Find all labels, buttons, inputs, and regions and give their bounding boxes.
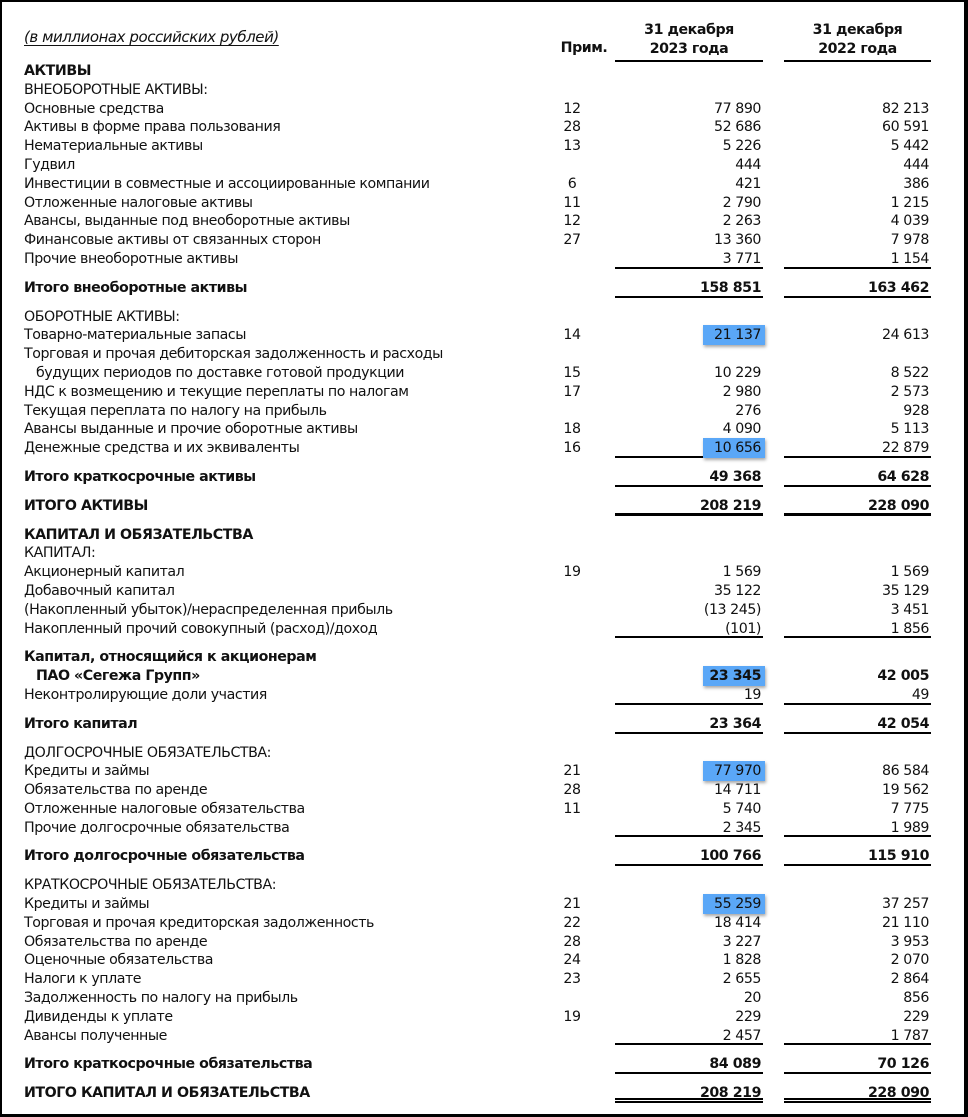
balance-sheet: [24, 2, 932, 1103]
row-label: Финансовые активы от связанных сторон: [24, 232, 321, 249]
row-label: Отложенные налоговые активы: [24, 194, 253, 211]
total-row: [24, 279, 932, 298]
value-2023: 2 655: [722, 971, 761, 988]
row-label: АКТИВЫ: [24, 63, 91, 79]
value-2023: 20: [743, 990, 761, 1007]
value-2023: 5 740: [722, 800, 761, 817]
column-header-2022-line2: 2022 года: [818, 41, 897, 57]
subsection-heading: [24, 308, 932, 327]
value-2023: 10 656: [714, 440, 761, 457]
table-row: [24, 970, 932, 989]
row-label: Итого краткосрочные активы: [24, 468, 256, 485]
row-label: Авансы полученные: [24, 1027, 167, 1044]
value-2023: 21 137: [714, 327, 761, 344]
value-2023: 276: [735, 402, 761, 419]
value-2022: 1 856: [890, 620, 929, 637]
row-label: Инвестиции в совместные и ассоциированные компании: [24, 175, 430, 192]
value-2022: 60 591: [882, 119, 929, 136]
note-ref: 28: [563, 782, 581, 799]
column-header-2022: [784, 21, 931, 62]
row-label: ИТОГО КАПИТАЛ И ОБЯЗАТЕЛЬСТВА: [24, 1085, 310, 1102]
note-ref: 12: [563, 100, 581, 117]
value-2022: 35 129: [882, 582, 929, 599]
value-2023: 229: [735, 1008, 761, 1025]
table-row: [24, 601, 932, 620]
table-row: [24, 620, 932, 639]
note-column-header: Прим.: [560, 40, 608, 56]
value-2022: 444: [903, 156, 929, 173]
note-ref: 28: [563, 119, 581, 136]
value-2022: 229: [903, 1008, 929, 1025]
row-label: Авансы, выданные под внеоборотные активы: [24, 213, 350, 230]
value-2023: 77 890: [714, 100, 761, 117]
value-2022: 1 154: [890, 250, 929, 267]
row-label: Обязательства по аренде: [24, 933, 208, 950]
table-row: [24, 137, 932, 156]
note-ref: 23: [563, 971, 581, 988]
table-row: [24, 420, 932, 439]
value-2023: 5 226: [722, 138, 761, 155]
total-row: [24, 497, 932, 516]
value-2023: 84 089: [709, 1056, 761, 1073]
table-row: [24, 402, 932, 421]
value-2022: 163 462: [867, 279, 929, 296]
note-ref: 28: [563, 933, 581, 950]
subsection-heading: [24, 81, 932, 100]
value-2023: 23 345: [709, 668, 761, 685]
value-2023: 158 851: [699, 279, 761, 296]
value-2022: 2 573: [890, 383, 929, 400]
row-spacer: [24, 487, 932, 497]
row-label: Активы в форме права пользования: [24, 119, 281, 136]
row-label: Обязательства по аренде: [24, 782, 208, 799]
total-row: [24, 847, 932, 866]
table-row: [24, 933, 932, 952]
table-row: [24, 118, 932, 137]
table-row: [24, 800, 932, 819]
value-2023: 10 229: [714, 364, 761, 381]
row-label: Капитал, относящийся к акционерам: [24, 649, 317, 666]
row-label: КАПИТАЛ:: [24, 545, 96, 562]
total-row: [24, 1084, 932, 1103]
column-header-2023: [615, 21, 763, 62]
note-ref: 19: [563, 1008, 581, 1025]
note-ref: 27: [563, 232, 581, 249]
row-label: Нематериальные активы: [24, 138, 203, 155]
table-row: [24, 1027, 932, 1046]
value-2022: 228 090: [867, 497, 929, 514]
value-2023: 1 569: [722, 564, 761, 581]
subsection-heading: [24, 544, 932, 563]
row-label: Итого внеоборотные активы: [24, 279, 247, 296]
row-label: Прочие внеоборотные активы: [24, 250, 238, 267]
value-2023: 35 122: [714, 582, 761, 599]
value-2023: 19: [743, 686, 761, 703]
value-2022: 856: [903, 990, 929, 1007]
row-spacer: [24, 638, 932, 648]
note-ref: 12: [563, 213, 581, 230]
row-label: Гудвил: [24, 156, 75, 173]
value-2022: 5 113: [890, 421, 929, 438]
row-label: Кредиты и займы: [24, 763, 150, 780]
table-row: [24, 582, 932, 601]
value-2022: 42 005: [877, 668, 929, 685]
value-2022: 1 215: [890, 194, 929, 211]
table-row: [24, 895, 932, 914]
value-2022: 2 864: [890, 971, 929, 988]
row-spacer: [24, 516, 932, 526]
row-label: Итого долгосрочные обязательства: [24, 848, 305, 865]
row-label: КРАТКОСРОЧНЫЕ ОБЯЗАТЕЛЬСТВА:: [24, 877, 277, 894]
subsection-heading: [24, 744, 932, 763]
note-ref: 11: [563, 194, 581, 211]
row-label: Отложенные налоговые обязательства: [24, 800, 305, 817]
value-2022: 386: [903, 175, 929, 192]
value-2022: 3 953: [890, 933, 929, 950]
value-2022: 24 613: [882, 327, 929, 344]
row-label: ВНЕОБОРОТНЫЕ АКТИВЫ:: [24, 81, 208, 98]
value-2022: 82 213: [882, 100, 929, 117]
value-2023: 100 766: [699, 848, 761, 865]
value-2022: 2 070: [890, 952, 929, 969]
row-spacer: [24, 298, 932, 308]
value-2023: 3 771: [722, 250, 761, 267]
value-2023: (101): [725, 620, 761, 637]
row-label: Неконтролирующие доли участия: [24, 686, 267, 703]
value-2022: 115 910: [867, 848, 929, 865]
note-ref: 19: [563, 564, 581, 581]
row-spacer: [24, 866, 932, 876]
value-2022: 7 978: [890, 232, 929, 249]
total-row: [24, 715, 932, 734]
row-label: ПАО «Сегежа Групп»: [36, 668, 200, 685]
table-row: [24, 175, 932, 194]
row-label: Торговая и прочая дебиторская задолженность и расходы: [24, 346, 443, 363]
value-2023: 13 360: [714, 232, 761, 249]
value-2022: 37 257: [882, 896, 929, 913]
value-2022: 70 126: [877, 1056, 929, 1073]
row-label: Накопленный прочий совокупный (расход)/доход: [24, 620, 378, 637]
value-2023: 2 790: [722, 194, 761, 211]
value-2022: 22 879: [882, 440, 929, 457]
value-2023: 2 345: [722, 819, 761, 836]
row-label: ДОЛГОСРОЧНЫЕ ОБЯЗАТЕЛЬСТВА:: [24, 744, 271, 761]
row-label: Задолженность по налогу на прибыль: [24, 990, 298, 1007]
total-row: [24, 468, 932, 487]
value-2022: 4 039: [890, 213, 929, 230]
table-row: [24, 819, 932, 838]
table-row: [24, 989, 932, 1008]
note-ref: 22: [563, 914, 581, 931]
row-label: Итого краткосрочные обязательства: [24, 1056, 313, 1073]
table-body: [24, 62, 932, 1103]
value-2022: 19 562: [882, 782, 929, 799]
value-2023: 2 263: [722, 213, 761, 230]
value-2023: 1 828: [722, 952, 761, 969]
value-2022: 1 989: [890, 819, 929, 836]
table-row: [24, 1008, 932, 1027]
table-row: [24, 194, 932, 213]
note-ref: 21: [563, 763, 581, 780]
table-row: [24, 156, 932, 175]
value-2023: (13 245): [703, 601, 761, 618]
row-label: КАПИТАЛ И ОБЯЗАТЕЛЬСТВА: [24, 526, 253, 543]
row-label: Торговая и прочая кредиторская задолженность: [24, 914, 374, 931]
column-header-2023-line1: 31 декабря: [644, 22, 734, 38]
table-row: [24, 345, 932, 364]
table-row: [24, 212, 932, 231]
note-ref: 17: [563, 383, 581, 400]
table-row: [24, 914, 932, 933]
note-ref: 16: [563, 440, 581, 457]
note-ref: 18: [563, 421, 581, 438]
table-row: [24, 686, 932, 705]
table-row: [24, 563, 932, 582]
value-2023: 55 259: [714, 896, 761, 913]
row-label: Оценочные обязательства: [24, 952, 214, 969]
value-2023: 421: [735, 175, 761, 192]
table-row: [24, 364, 932, 383]
note-ref: 21: [563, 896, 581, 913]
table-row: [24, 250, 932, 269]
table-row: [24, 951, 932, 970]
row-label: Прочие долгосрочные обязательства: [24, 819, 290, 836]
row-label: Авансы выданные и прочие оборотные активы: [24, 421, 358, 438]
value-2023: 208 219: [699, 1085, 761, 1102]
section-heading: [24, 526, 932, 545]
table-row: [24, 231, 932, 250]
row-label: ИТОГО АКТИВЫ: [24, 497, 148, 514]
value-2023: 14 711: [714, 782, 761, 799]
note-ref: 11: [563, 800, 581, 817]
note-ref: 13: [563, 138, 581, 155]
value-2022: 3 451: [890, 601, 929, 618]
value-2023: 77 970: [714, 763, 761, 780]
row-label: Добавочный капитал: [24, 582, 175, 599]
value-2023: 49 368: [709, 468, 761, 485]
value-2022: 5 442: [890, 138, 929, 155]
value-2023: 2 457: [722, 1027, 761, 1044]
row-label: будущих периодов по доставке готовой продукции: [36, 364, 404, 381]
value-2023: 4 090: [722, 421, 761, 438]
row-spacer: [24, 1045, 932, 1055]
value-2022: 8 522: [890, 364, 929, 381]
row-spacer: [24, 269, 932, 279]
table-row: [24, 326, 932, 345]
row-label: Основные средства: [24, 100, 164, 117]
value-2022: 7 775: [890, 800, 929, 817]
note-ref: 6: [567, 175, 577, 192]
row-label: Итого капитал: [24, 715, 138, 732]
row-spacer: [24, 734, 932, 744]
table-row: [24, 762, 932, 781]
table-row: [24, 781, 932, 800]
value-2023: 52 686: [714, 119, 761, 136]
value-2023: 18 414: [714, 914, 761, 931]
value-2022: 21 110: [882, 914, 929, 931]
value-2022: 228 090: [867, 1085, 929, 1102]
value-2022: 1 787: [890, 1027, 929, 1044]
table-row: [24, 439, 932, 458]
note-ref: 15: [563, 364, 581, 381]
column-header-2022-line1: 31 декабря: [812, 22, 903, 38]
table-row: [24, 100, 932, 119]
row-label: Дивиденды к уплате: [24, 1008, 173, 1025]
row-spacer: [24, 705, 932, 715]
table-row: [24, 648, 932, 667]
table-row: [24, 383, 932, 402]
units-caption: (в миллионах российских рублей): [24, 28, 279, 46]
value-2023: 444: [735, 156, 761, 173]
value-2022: 42 054: [877, 715, 929, 732]
row-spacer: [24, 837, 932, 847]
row-label: Товарно-материальные запасы: [24, 327, 246, 344]
row-spacer: [24, 1074, 932, 1084]
value-2023: 3 227: [722, 933, 761, 950]
row-label: НДС к возмещению и текущие переплаты по налогам: [24, 383, 409, 400]
value-2023: 2 980: [722, 383, 761, 400]
section-heading: [24, 62, 932, 81]
value-2023: 208 219: [699, 497, 761, 514]
note-ref: 24: [563, 952, 581, 969]
row-label: Налоги к уплате: [24, 971, 142, 988]
row-label: (Накопленный убыток)/нераспределенная прибыль: [24, 601, 393, 618]
row-label: Кредиты и займы: [24, 896, 150, 913]
value-2022: 64 628: [877, 468, 929, 485]
value-2022: 49: [911, 686, 929, 703]
row-label: Акционерный капитал: [24, 564, 185, 581]
value-2022: 928: [903, 402, 929, 419]
value-2022: 1 569: [890, 564, 929, 581]
value-2022: 86 584: [882, 763, 929, 780]
total-row: [24, 1055, 932, 1074]
total-row: [24, 667, 932, 686]
row-spacer: [24, 458, 932, 468]
note-ref: 14: [563, 327, 581, 344]
row-label: Текущая переплата по налогу на прибыль: [24, 402, 327, 419]
row-label: ОБОРОТНЫЕ АКТИВЫ:: [24, 308, 180, 325]
column-header-2023-line2: 2023 года: [649, 41, 729, 57]
value-2023: 23 364: [709, 715, 761, 732]
subsection-heading: [24, 876, 932, 895]
row-label: Денежные средства и их эквиваленты: [24, 440, 300, 457]
table-header: [24, 2, 932, 62]
